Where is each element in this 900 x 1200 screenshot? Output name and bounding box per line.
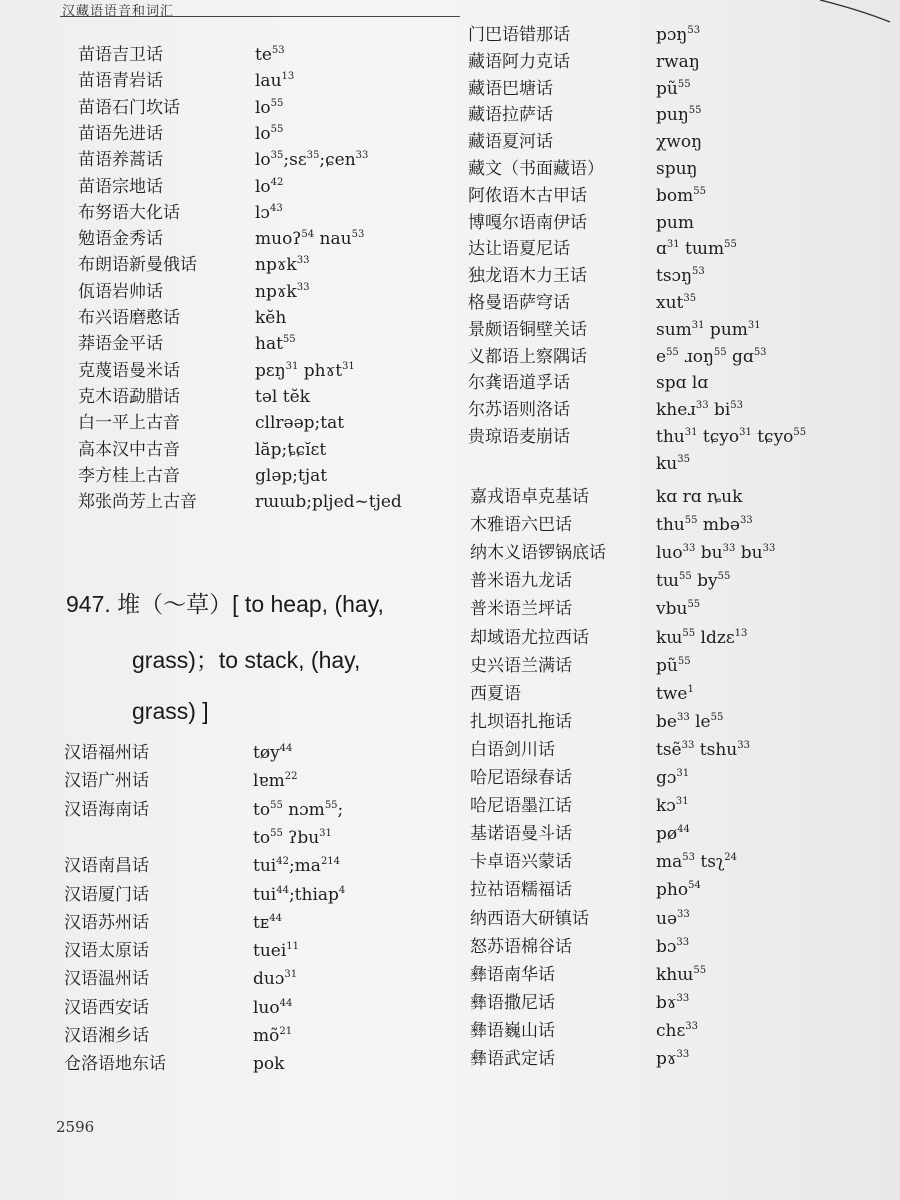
lexicon-row (64, 966, 484, 992)
pronunciation: kɔ$^{31}$ (656, 796, 689, 817)
language-name: 郑张尚芳上古音 (78, 492, 197, 513)
language-name: 史兴语兰满话 (470, 655, 572, 676)
pronunciation: tᴇ$^{44}$ (253, 912, 282, 933)
lexicon-row (470, 990, 890, 1016)
pronunciation: gləp;tjat (255, 465, 328, 486)
lexicon-row (470, 934, 890, 960)
language-name: 布兴语磨憨话 (78, 308, 180, 328)
language-name: 义都语上察隅话 (468, 346, 587, 367)
pronunciation: tuei$^{11}$ (253, 941, 300, 962)
pronunciation: tui$^{44}$;thiap$^4$ (253, 884, 346, 905)
running-header: 汉藏语语音和词汇 (62, 4, 175, 19)
lexicon-row (470, 877, 890, 903)
pronunciation: rɯɯb;pljed~tjed (255, 492, 402, 513)
lexicon-row (470, 793, 890, 819)
language-name: 藏语阿力克话 (468, 51, 570, 72)
pronunciation: luo$^{44}$ (253, 997, 293, 1018)
pronunciation: bɔ$^{33}$ (656, 936, 690, 957)
language-name: 莽语金平话 (78, 334, 163, 355)
language-name: 布朗语新曼俄话 (78, 255, 197, 276)
language-name: 基诺语曼斗话 (470, 824, 572, 845)
language-name: 普米语兰坪话 (470, 599, 572, 620)
pronunciation: uə$^{33}$ (656, 908, 690, 929)
pronunciation: lɐm$^{22}$ (253, 771, 298, 792)
language-name: 彝语撒尼话 (470, 992, 555, 1013)
language-name: 却域语尤拉西话 (470, 627, 589, 648)
lexicon-row (470, 512, 890, 538)
pronunciation: pɔŋ$^{53}$ (656, 25, 701, 45)
pronunciation: npɤk$^{33}$ (255, 281, 310, 302)
pronunciation: $pø^{44}$ (656, 824, 690, 845)
pronunciation: spɑ lɑ (656, 373, 709, 394)
lexicon-row (470, 1018, 890, 1044)
language-name: 白一平上古音 (78, 413, 180, 434)
lexicon-row (468, 290, 888, 316)
pronunciation: $lo^{35};sɛ^{35};ɕen^{33}$ (255, 150, 369, 171)
lexicon-row (470, 596, 890, 622)
language-name: 苗语石门坎话 (78, 97, 180, 118)
pronunciation: pum (656, 212, 694, 233)
language-name: 藏语拉萨话 (468, 105, 553, 126)
pronunciation: tsẽ$^{33}$ tshu$^{33}$ (656, 739, 750, 760)
language-name: 阿侬语木古甲话 (468, 185, 587, 206)
lexicon-row (64, 740, 484, 766)
lexicon-row (468, 317, 888, 343)
lexicon-row (470, 906, 890, 932)
language-name: 苗语青岩话 (78, 71, 163, 92)
language-name: 贵琼语麦崩话 (468, 427, 570, 447)
pronunciation: pɛŋ$^{31}$ phɤt$^{31}$ (255, 360, 355, 381)
language-name: 汉语海南话 (64, 799, 149, 820)
lexicon-row (468, 451, 888, 477)
lexicon-row (470, 821, 890, 847)
pronunciation: pok (253, 1054, 285, 1075)
language-name: 勉语金秀话 (78, 229, 163, 250)
language-name: 汉语苏州话 (64, 912, 149, 933)
lexicon-row (470, 568, 890, 594)
lexicon-row (78, 437, 498, 463)
lexicon-row (470, 737, 890, 763)
lexicon-row (470, 849, 890, 875)
lexicon-row (78, 200, 498, 226)
pronunciation: tøy$^{44}$ (253, 743, 293, 763)
lexicon-row (468, 102, 888, 128)
lexicon-row (468, 344, 888, 370)
lexicon-row (470, 709, 890, 735)
language-name: 哈尼语绿春话 (470, 768, 572, 788)
lexicon-row (468, 129, 888, 155)
pronunciation: $lo^{42}$ (255, 176, 284, 197)
pronunciation: vbu$^{55}$ (656, 599, 701, 620)
lexicon-row (468, 236, 888, 262)
language-name: 白语剑川话 (470, 739, 555, 760)
lexicon-row (468, 370, 888, 396)
language-name: 怒苏语棉谷话 (470, 936, 572, 957)
language-name: 彝语南华话 (470, 964, 555, 985)
lexicon-row (64, 1051, 484, 1077)
language-name: 景颇语铜壁关话 (468, 319, 587, 340)
pronunciation: cllrəəp;tat (255, 413, 345, 434)
language-name: 卡卓语兴蒙话 (470, 852, 572, 873)
language-name: 李方桂上古音 (78, 465, 180, 486)
lexicon-row (78, 121, 498, 147)
lexicon-row (78, 147, 498, 173)
pronunciation: tsɔŋ$^{53}$ (656, 266, 705, 287)
pronunciation: rwaŋ (656, 51, 700, 72)
lexicon-row (78, 331, 498, 357)
language-name: 汉语西安话 (64, 997, 149, 1018)
language-name: 博嘎尔语南伊话 (468, 212, 587, 233)
pronunciation: khɯ$^{55}$ (656, 964, 707, 985)
lexicon-row (78, 95, 498, 121)
lexicon-row (78, 42, 498, 68)
pronunciation: $pũ^{55}$ (656, 655, 691, 676)
lexicon-row (470, 962, 890, 988)
language-name: 布努语大化话 (78, 202, 180, 223)
pronunciation: lau$^{13}$ (255, 71, 295, 92)
lexicon-row (64, 797, 484, 823)
language-name: 苗语吉卫话 (78, 45, 163, 65)
lexicon-row (470, 540, 890, 566)
language-name: 门巴语错那话 (468, 25, 570, 45)
language-name: 汉语广州话 (64, 771, 149, 792)
pronunciation: twe$^1$ (656, 683, 694, 704)
pronunciation: $mõ^{21}$ (253, 1026, 293, 1046)
pronunciation: sum$^{31}$ pum$^{31}$ (656, 319, 761, 340)
lexicon-row (78, 463, 498, 489)
lexicon-row (468, 156, 888, 182)
language-name: 汉语湘乡话 (64, 1026, 149, 1046)
language-name: 彝语巍山话 (470, 1020, 555, 1041)
language-name: 克蔑语曼米话 (78, 360, 180, 381)
pronunciation: kheɹ$^{33}$ $bi^{53}$ (656, 400, 744, 421)
pronunciation: $to^{55}$ nɔm$^{55}$; (253, 799, 344, 820)
language-name: 汉语南昌话 (64, 856, 149, 877)
pronunciation: bɤ$^{33}$ (656, 992, 690, 1013)
lexicon-row (78, 489, 498, 515)
language-name: 苗语先进话 (78, 123, 163, 144)
lexicon-row (64, 768, 484, 794)
lexicon-row (78, 279, 498, 305)
lexicon-row (64, 938, 484, 964)
language-name: 仓洛语地东话 (64, 1054, 166, 1075)
language-name: 普米语九龙话 (470, 571, 572, 592)
pronunciation: kɯ$^{55}$ ldzɛ$^{13}$ (656, 627, 748, 648)
language-name: 苗语宗地话 (78, 176, 163, 197)
lexicon-row (468, 49, 888, 75)
lexicon-row (468, 183, 888, 209)
pronunciation: hat$^{55}$ (255, 334, 296, 355)
pronunciation: gɔ$^{31}$ (656, 768, 690, 788)
pronunciation: muoʔ$^{54}$ nau$^{53}$ (255, 229, 365, 250)
pronunciation: $tui^{42};ma^{214}$ (253, 856, 341, 877)
lexicon-row (64, 882, 484, 908)
entry-title-line-2: grass)；to stack, (hay, (132, 647, 361, 673)
language-name: 克木语勐腊话 (78, 386, 180, 407)
lexicon-row (470, 681, 890, 707)
lexicon-row (468, 22, 888, 48)
language-name: 木雅语六巴话 (470, 515, 572, 536)
pronunciation: pɤ$^{33}$ (656, 1049, 690, 1069)
pronunciation: kĕh (255, 308, 287, 328)
pronunciation: thu$^{55}$ mbə$^{33}$ (656, 515, 753, 536)
pronunciation: $e^{55}$ ɹoŋ$^{55}$ gɑ$^{53}$ (656, 346, 767, 367)
language-name: 西夏语 (470, 683, 521, 704)
pronunciation: bom$^{55}$ (656, 185, 706, 206)
language-name: 达让语夏尼话 (468, 239, 570, 260)
lexicon-row (78, 305, 498, 331)
lexicon-row (78, 358, 498, 384)
lexicon-row (64, 853, 484, 879)
language-name: 彝语武定话 (470, 1049, 555, 1069)
lexicon-row (78, 68, 498, 94)
language-name: 纳西语大研镇话 (470, 908, 589, 929)
page-number: 2596 (56, 1118, 95, 1136)
lexicon-row (78, 174, 498, 200)
pronunciation: $be^{33}$ $le^{55}$ (656, 711, 724, 732)
lexicon-row (64, 1023, 484, 1049)
pronunciation: $lo^{55}$ (255, 123, 284, 144)
pronunciation: luo$^{33}$ $bu^{33}$ $bu^{33}$ (656, 543, 776, 564)
pronunciation: kɑ rɑ ȵuk (656, 487, 743, 507)
pronunciation: $lo^{55}$ (255, 97, 284, 118)
pronunciation: spuŋ (656, 159, 698, 179)
language-name: 汉语温州话 (64, 969, 149, 990)
language-name: 纳木义语锣锅底话 (470, 543, 606, 564)
pronunciation: $pũ^{55}$ (656, 78, 691, 99)
language-name: 汉语福州话 (64, 743, 149, 763)
pronunciation: χwoŋ (656, 132, 703, 153)
pronunciation: npɤk$^{33}$ (255, 255, 310, 276)
header-rule (60, 16, 460, 17)
lexicon-row (64, 910, 484, 936)
language-name: 尔苏语则洛话 (468, 400, 570, 421)
pronunciation: $to^{55}$ ʔbu$^{31}$ (253, 827, 332, 848)
language-name: 扎坝语扎拖话 (470, 711, 572, 732)
pronunciation: lăp;ȶɕĭɛt (255, 439, 327, 460)
language-name: 汉语太原话 (64, 941, 149, 962)
pronunciation: təl tĕk (255, 386, 310, 407)
pronunciation: thu$^{31}$ tɕyo$^{31}$ tɕyo$^{55}$ (656, 427, 807, 447)
lexicon-row (470, 1046, 890, 1072)
lexicon-row (64, 995, 484, 1021)
pronunciation: duɔ$^{31}$ (253, 969, 298, 990)
entry-title-line-3: grass) ] (132, 698, 209, 724)
pronunciation: pho$^{54}$ (656, 880, 701, 901)
lexicon-row (470, 765, 890, 791)
lexicon-row (468, 424, 888, 450)
lexicon-row (468, 397, 888, 423)
pronunciation: lɔ$^{43}$ (255, 202, 283, 223)
language-name: 独龙语木力王话 (468, 266, 587, 287)
language-name: 尔龚语道孚话 (468, 373, 570, 394)
pronunciation: $ma^{53}$ tsʅ$^{24}$ (656, 852, 737, 873)
lexicon-row (468, 76, 888, 102)
pronunciation: puŋ$^{55}$ (656, 105, 702, 126)
language-name: 哈尼语墨江话 (470, 796, 572, 817)
lexicon-row (64, 825, 484, 851)
language-name: 嘉戎语卓克基话 (470, 487, 589, 507)
lexicon-row (78, 252, 498, 278)
pronunciation: $te^{53}$ (255, 45, 285, 65)
lexicon-row (468, 263, 888, 289)
lexicon-row (468, 210, 888, 236)
language-name: 藏语夏河话 (468, 132, 553, 153)
pronunciation: chɛ$^{33}$ (656, 1020, 699, 1041)
pronunciation: ɑ$^{31}$ tɯm$^{55}$ (656, 239, 737, 260)
language-name: 格曼语萨穹话 (468, 293, 570, 313)
language-name: 高本汉中古音 (78, 439, 180, 460)
entry-title-line-1: 947. 堆（～草）[ to heap, (hay, (66, 591, 384, 617)
language-name: 苗语养蒿话 (78, 150, 163, 171)
pronunciation: tɯ$^{55}$ $by^{55}$ (656, 571, 731, 592)
pronunciation: $ku^{35}$ (656, 453, 690, 474)
lexicon-row (78, 384, 498, 410)
lexicon-row (470, 625, 890, 651)
lexicon-row (78, 226, 498, 252)
lexicon-row (470, 653, 890, 679)
lexicon-row (78, 410, 498, 436)
language-name: 拉祜语糯福话 (470, 880, 572, 901)
language-name: 藏文（书面藏语） (468, 159, 604, 179)
language-name: 汉语厦门话 (64, 884, 149, 905)
language-name: 藏语巴塘话 (468, 78, 553, 99)
pronunciation: xut$^{35}$ (656, 293, 697, 313)
language-name: 佤语岩帅话 (78, 281, 163, 302)
lexicon-row (470, 484, 890, 510)
